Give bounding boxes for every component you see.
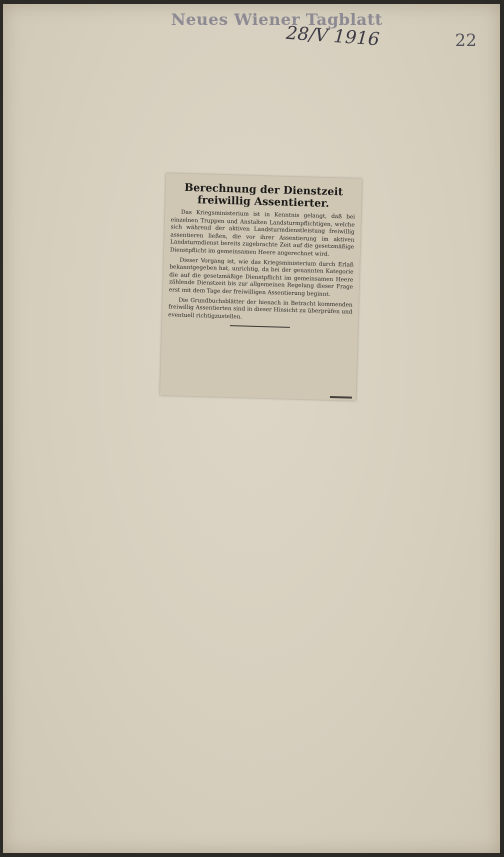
- article-paragraph-2: Dieser Vorgang ist, wie das Kriegsministerium durch Erlaß bekanntgegeben hat, unrichtig, da bei der genannten Kategorie die auf die gesetzmäßige Dienstpflicht im gemeinsamen Heere zählende Dienstzeit bis zur allgemeinen Regelung dieser Frage erst mit dem Tage der freiwilligen Assentierung beginnt.: [168, 257, 354, 298]
- article-headline: Berechnung der Dienstzeit freiwillig Assentierter.: [184, 181, 344, 210]
- end-rule: [230, 325, 290, 328]
- end-mark: [330, 396, 352, 399]
- newspaper-stamp: Neues Wiener Tagblatt: [171, 10, 383, 29]
- newspaper-clipping: [160, 173, 362, 400]
- article-paragraph-3: Die Grundbuchsblätter der hienach in Betracht kommenden freiwillig Assentierten sind in dieser Hinsicht zu überprüfen und eventuell richtigzustellen.: [168, 297, 353, 321]
- handwritten-date: 28/V 1916: [285, 22, 381, 51]
- article-paragraph-1: Das Kriegsministerium ist in Kenntnis gelangt, daß bei einzelnen Truppen und Anstalten Landsturmpflichtigen, welche sich während der aktiven Landsturmdienstleistung freiwillig assentieren ließen, die vor ihrer Assentierung im aktiven Landsturmdienst bereits zugebrachte Zeit auf die gesetzmäßige Dienstpflicht im gemeinsamen Heere angerechnet wird.: [169, 209, 356, 258]
- page-number: 22: [455, 31, 477, 51]
- archive-page: [3, 4, 500, 853]
